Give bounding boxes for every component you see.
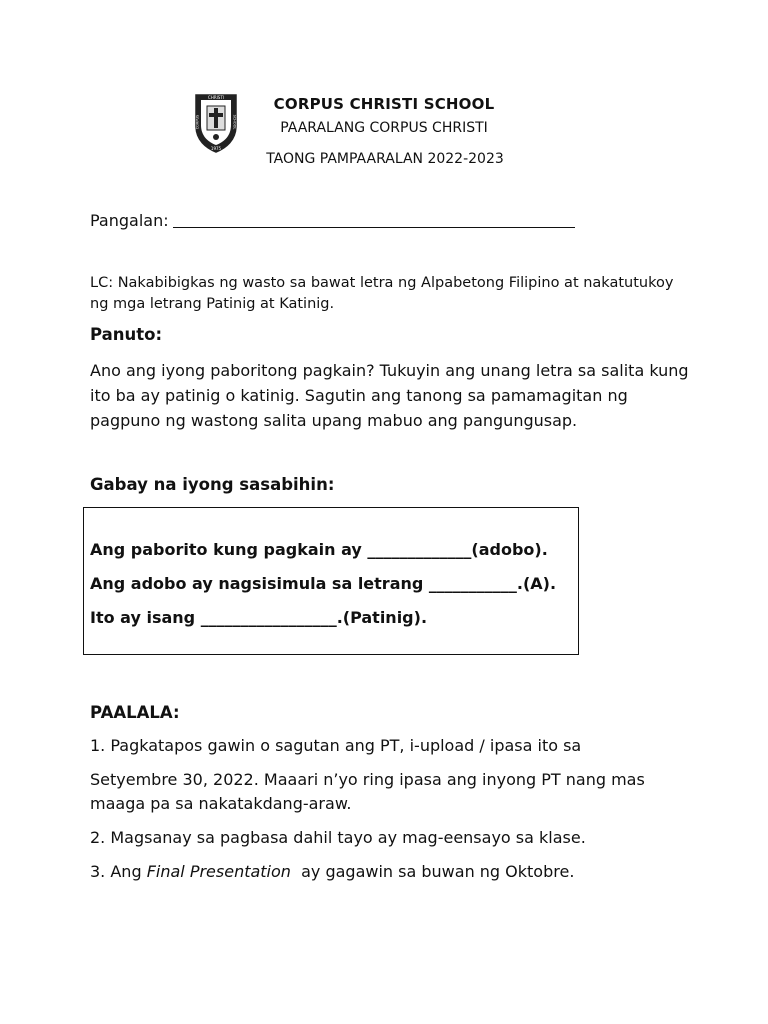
learning-competency: LC: Nakabibigkas ng wasto sa bawat letra ng Alpabetong Filipino at nakatutukoy ng mga letrang Patinig at Katinig. xyxy=(90,275,674,312)
school-subtitle: PAARALANG CORPUS CHRISTI xyxy=(280,120,488,136)
paalala-item-3-emphasis: Final Presentation xyxy=(146,862,291,881)
paalala-item-1-cont: Setyembre 30, 2022. Maaari n’yo ring ipasa ang inyong PT nang mas maaga pa sa nakatakdang-araw. xyxy=(90,770,645,813)
paalala-heading: PAALALA: xyxy=(90,703,180,722)
seal-year-text: 1975 xyxy=(210,146,222,151)
gabay-line-1: Ang paborito kung pagkain ay _____________(adobo). xyxy=(90,540,548,559)
seal-top-text: CHRISTI xyxy=(208,95,224,100)
school-seal-logo xyxy=(193,92,239,154)
seal-left-text: CORPUS xyxy=(195,114,200,130)
gabay-line-2: Ang adobo ay nagsisimula sa letrang ___________.(A). xyxy=(90,574,557,593)
gabay-line-3: Ito ay isang _________________.(Patinig). xyxy=(90,608,428,627)
school-name: CORPUS CHRISTI SCHOOL xyxy=(273,95,495,113)
name-blank-line xyxy=(173,212,575,228)
paalala-item-2: 2. Magsanay sa pagbasa dahil tayo ay mag-eensayo sa klase. xyxy=(90,828,586,847)
paalala-item-3-pre: 3. Ang xyxy=(90,862,147,881)
gabay-box xyxy=(83,507,579,655)
name-field-row xyxy=(90,211,575,230)
name-label: Pangalan: xyxy=(90,211,169,230)
gabay-heading: Gabay na iyong sasabihin: xyxy=(90,475,335,494)
seal-right-text: SCHOOL xyxy=(232,114,237,130)
paalala-item-3 xyxy=(90,862,574,881)
paalala-item-3-post: ay gagawin sa buwan ng Oktobre. xyxy=(290,862,575,881)
school-year: TAONG PAMPAARALAN 2022-2023 xyxy=(266,151,504,167)
panuto-body: Ano ang iyong paboritong pagkain? Tukuyin ang unang letra sa salita kung ito ba ay patinig o katinig. Sagutin ang tanong sa pamamagitan ng pagpuno ng wastong salita upang mabuo ang pangungusap. xyxy=(90,361,689,430)
panuto-heading: Panuto: xyxy=(90,325,163,344)
paalala-item-1-first: 1. Pagkatapos gawin o sagutan ang PT, i-upload / ipasa ito sa xyxy=(90,736,582,755)
